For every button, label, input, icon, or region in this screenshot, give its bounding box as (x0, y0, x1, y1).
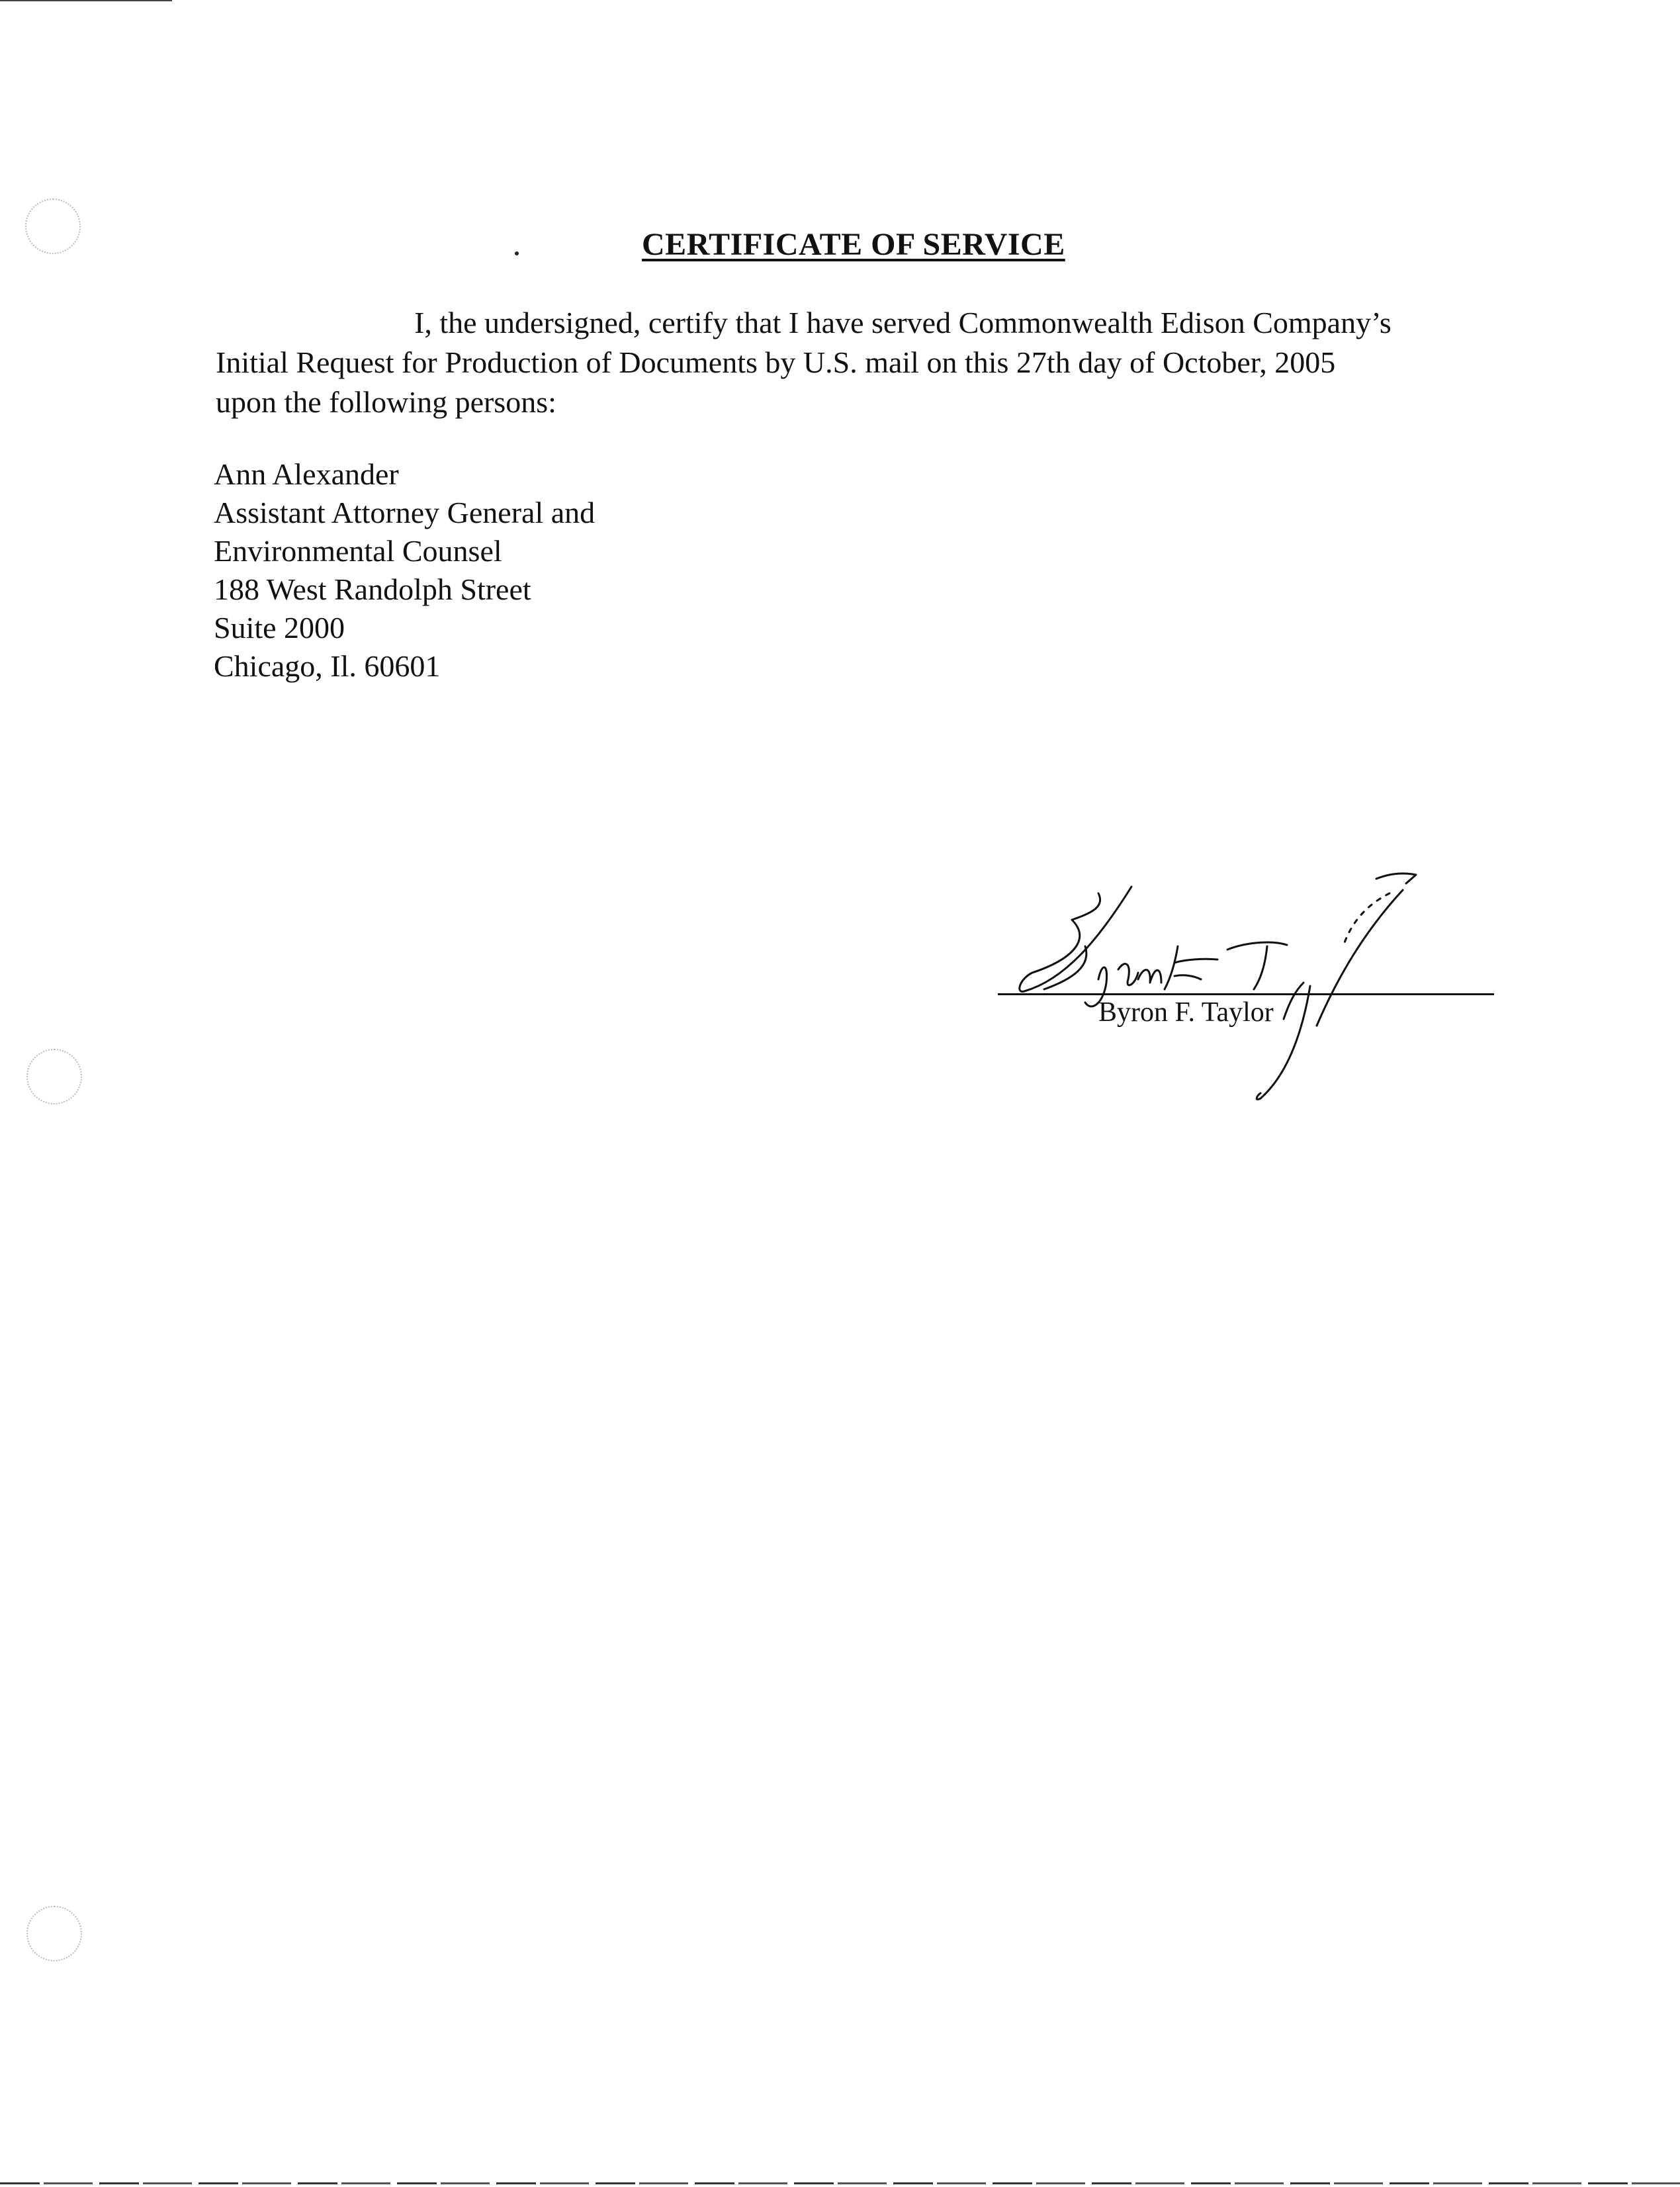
recipient-title: Assistant Attorney General and (214, 496, 596, 529)
punch-hole-bottom (26, 1906, 82, 1961)
recipient-title-cont: Environmental Counsel (214, 534, 502, 568)
recipient-street: 188 West Randolph Street (214, 572, 531, 606)
punch-hole-top (25, 199, 81, 254)
document-title: CERTIFICATE OF SERVICE (642, 227, 1065, 262)
recipient-address-block (214, 455, 595, 686)
recipient-city: Chicago, Il. 60601 (214, 649, 441, 683)
recipient-suite: Suite 2000 (214, 611, 345, 645)
body-line: I, the undersigned, certify that I have served Commonwealth Edison Company’s (414, 306, 1392, 339)
body-line: Initial Request for Production of Documents by U.S. mail on this 27th day of October, 2005 (216, 345, 1336, 379)
scan-edge-bottom (0, 2182, 1680, 2184)
certification-paragraph (216, 303, 1493, 422)
stray-dot (515, 251, 519, 255)
handwritten-signature (993, 847, 1575, 1138)
scan-edge-top (0, 0, 172, 1)
recipient-name: Ann Alexander (214, 457, 399, 491)
punch-hole-middle (26, 1049, 82, 1104)
body-line: upon the following persons: (216, 385, 556, 419)
signer-printed-name: Byron F. Taylor (1098, 997, 1274, 1028)
